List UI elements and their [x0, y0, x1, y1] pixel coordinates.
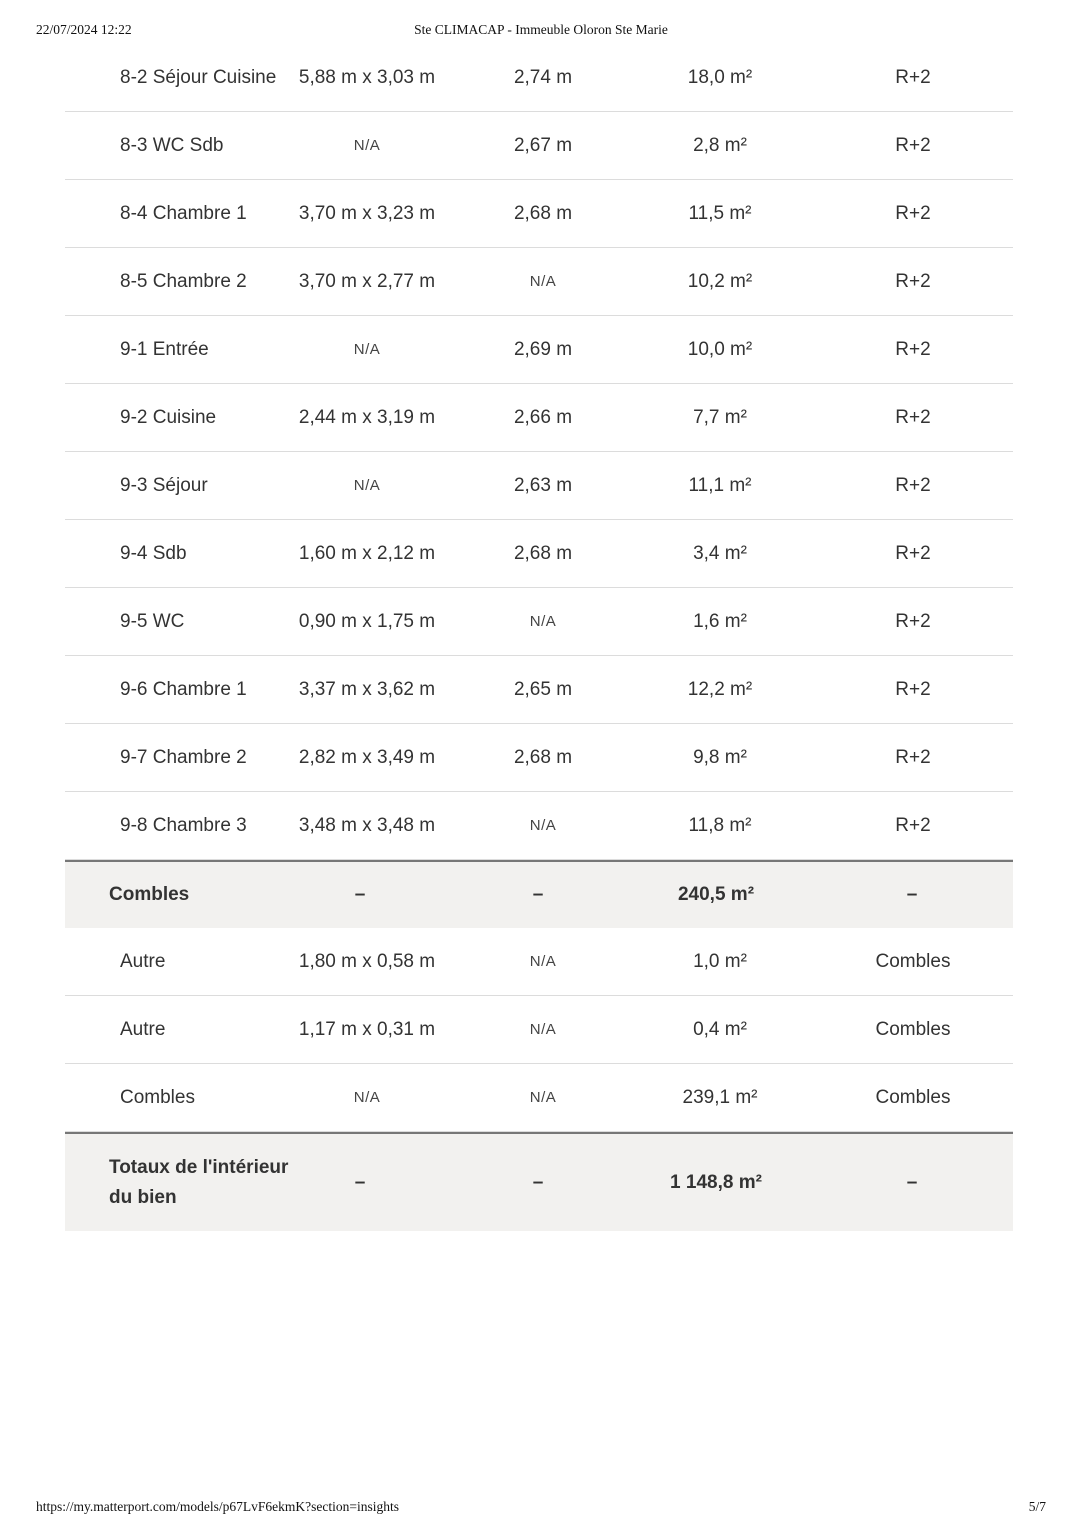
- room-name: Combles: [120, 1086, 195, 1108]
- room-name: 9-7 Chambre 2: [120, 746, 247, 768]
- room-name: 9-5 WC: [120, 610, 185, 632]
- print-datetime: 22/07/2024 12:22: [36, 22, 132, 37]
- room-floor: R+2: [895, 474, 931, 496]
- totals-height: –: [532, 1171, 544, 1193]
- room-name: 9-2 Cuisine: [120, 406, 217, 428]
- room-dimensions: N/A: [353, 477, 381, 494]
- room-dimensions: 2,82 m x 3,49 m: [298, 746, 436, 768]
- room-height: 2,69 m: [513, 338, 573, 360]
- table-row: [65, 316, 1013, 384]
- room-area: 2,8 m²: [693, 134, 747, 156]
- room-floor: R+2: [895, 202, 931, 224]
- room-name: Autre: [120, 1018, 166, 1040]
- group-name: Combles: [109, 884, 190, 905]
- totals-floor: –: [906, 1171, 918, 1193]
- table-row: [65, 520, 1013, 588]
- room-name: 9-4 Sdb: [120, 542, 187, 564]
- room-floor: Combles: [875, 1086, 951, 1108]
- group-height: –: [532, 884, 544, 905]
- room-name: 9-6 Chambre 1: [120, 678, 247, 700]
- room-name: 9-8 Chambre 3: [120, 814, 247, 836]
- room-floor: R+2: [895, 270, 931, 292]
- room-floor: R+2: [895, 814, 931, 836]
- totals-area: 1 148,8 m²: [670, 1171, 762, 1193]
- room-dimensions: 5,88 m x 3,03 m: [298, 66, 436, 88]
- room-height: N/A: [529, 273, 557, 290]
- table-row: [65, 1064, 1013, 1132]
- room-name: 9-3 Séjour: [120, 474, 208, 496]
- room-height: N/A: [529, 817, 557, 834]
- room-area: 239,1 m²: [682, 1086, 758, 1108]
- table-row: [65, 44, 1013, 112]
- table-row: [65, 112, 1013, 180]
- room-height: N/A: [529, 1021, 557, 1038]
- room-height: N/A: [529, 613, 557, 630]
- table-row: [65, 248, 1013, 316]
- room-area: 12,2 m²: [687, 678, 753, 700]
- room-name: 8-4 Chambre 1: [120, 202, 247, 224]
- table-row: [65, 792, 1013, 860]
- table-row: [65, 452, 1013, 520]
- room-name: 8-2 Séjour Cuisine: [120, 66, 277, 88]
- group-floor: –: [906, 884, 918, 905]
- room-floor: R+2: [895, 678, 931, 700]
- room-area: 1,0 m²: [693, 950, 747, 972]
- room-dimensions: 3,48 m x 3,48 m: [298, 814, 436, 836]
- room-floor: R+2: [895, 406, 931, 428]
- room-dimensions: 3,37 m x 3,62 m: [298, 678, 436, 700]
- table-row: [65, 996, 1013, 1064]
- rooms-combles-list: [65, 928, 1013, 1132]
- room-dimensions: 0,90 m x 1,75 m: [298, 610, 436, 632]
- room-area: 10,2 m²: [687, 270, 753, 292]
- room-dimensions: 3,70 m x 2,77 m: [298, 270, 436, 292]
- table-row: [65, 588, 1013, 656]
- room-area: 7,7 m²: [693, 406, 747, 428]
- room-floor: Combles: [875, 1018, 951, 1040]
- table-row: [65, 384, 1013, 452]
- room-dimensions: N/A: [353, 341, 381, 358]
- group-area: 240,5 m²: [677, 884, 755, 905]
- room-floor: R+2: [895, 338, 931, 360]
- room-area: 10,0 m²: [687, 338, 753, 360]
- table-row: [65, 928, 1013, 996]
- room-height: 2,63 m: [513, 474, 573, 496]
- totals-dimensions: –: [354, 1171, 366, 1193]
- table-row: [65, 180, 1013, 248]
- room-area: 9,8 m²: [693, 746, 747, 768]
- group-row-combles: [65, 860, 1013, 928]
- room-table: [65, 44, 1013, 1231]
- room-dimensions: 1,17 m x 0,31 m: [298, 1018, 436, 1040]
- room-height: N/A: [529, 1089, 557, 1106]
- room-area: 11,5 m²: [688, 202, 752, 224]
- document-title: Ste CLIMACAP - Immeuble Oloron Ste Marie: [414, 22, 668, 37]
- room-height: 2,68 m: [513, 202, 573, 224]
- room-floor: R+2: [895, 746, 931, 768]
- room-height: 2,67 m: [513, 134, 573, 156]
- room-height: 2,68 m: [513, 746, 573, 768]
- room-dimensions: 1,80 m x 0,58 m: [298, 950, 436, 972]
- page-number: 5/7: [1028, 1499, 1046, 1514]
- room-height: 2,65 m: [513, 678, 573, 700]
- room-area: 1,6 m²: [693, 610, 747, 632]
- room-height: N/A: [529, 953, 557, 970]
- room-height: 2,66 m: [513, 406, 573, 428]
- room-height: 2,74 m: [513, 66, 573, 88]
- room-area: 18,0 m²: [687, 66, 753, 88]
- print-footer: [36, 1499, 1046, 1517]
- room-name: Autre: [120, 950, 166, 972]
- group-dimensions: –: [354, 884, 366, 905]
- room-name: 9-1 Entrée: [120, 338, 209, 360]
- room-name: 8-3 WC Sdb: [120, 134, 224, 156]
- room-floor: R+2: [895, 134, 931, 156]
- totals-row: [65, 1132, 1013, 1231]
- table-row: [65, 656, 1013, 724]
- room-floor: Combles: [875, 950, 951, 972]
- print-header: [36, 22, 1046, 40]
- room-area: 11,8 m²: [688, 814, 752, 836]
- room-area: 11,1 m²: [688, 474, 752, 496]
- table-row: [65, 724, 1013, 792]
- room-floor: R+2: [895, 542, 931, 564]
- room-name: 8-5 Chambre 2: [120, 270, 247, 292]
- room-dimensions: N/A: [353, 1089, 381, 1106]
- room-dimensions: 2,44 m x 3,19 m: [298, 406, 436, 428]
- room-floor: R+2: [895, 610, 931, 632]
- totals-name: Totaux de l'intérieur du bien: [109, 1156, 289, 1208]
- room-height: 2,68 m: [513, 542, 573, 564]
- room-dimensions: 3,70 m x 3,23 m: [298, 202, 436, 224]
- room-floor: R+2: [895, 66, 931, 88]
- rooms-r2-list: [65, 44, 1013, 860]
- page-url: https://my.matterport.com/models/p67LvF6ekmK?section=insights: [36, 1499, 399, 1514]
- room-dimensions: 1,60 m x 2,12 m: [298, 542, 436, 564]
- room-area: 3,4 m²: [693, 542, 747, 564]
- room-dimensions: N/A: [353, 137, 381, 154]
- room-area: 0,4 m²: [693, 1018, 747, 1040]
